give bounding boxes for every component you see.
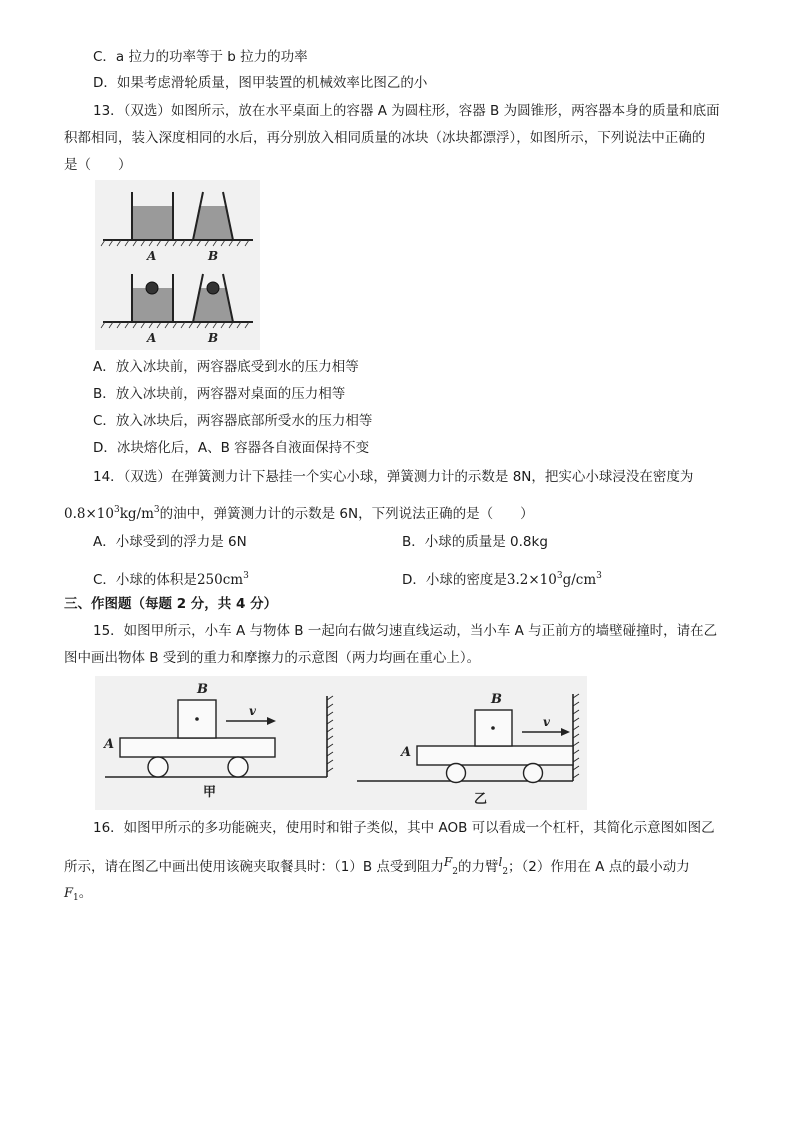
q14-option-d [402,566,602,590]
q14-density-base: 0.8×10 [64,506,114,522]
q12-option-d: D．如果考虑滑轮质量，图甲装置的机械效率比图乙的小 [93,75,428,91]
q16-stem-line3 [64,883,92,908]
q14-option-d-unit-exp: 3 [596,571,602,581]
q13-stem-line2: 积都相同，装入深度相同的水后，再分别放入相同质量的冰块（冰块都漂浮），如图所示，下列说法中正确的 [64,130,706,146]
q13-label-a-bottom: A [147,331,157,345]
q15-yi-label-v: v [543,715,550,729]
q14-option-d-value: 3.2×10 [506,572,557,588]
q16-f1-symbol: F [64,886,74,901]
q14-option-a: A．小球受到的浮力是 6N [93,534,247,550]
q12-option-c: C．a 拉力的功率等于 b 拉力的功率 [93,49,308,65]
q13-stem-line3: 是（ ） [64,157,132,173]
q15-cart-figure [95,676,587,810]
q16-stem-part-c: ；（2）作用在 A 点的最小动力 [508,859,690,875]
q15-yi-label-a: A [401,745,412,760]
q13-option-a: A．放入冰块前，两容器底受到水的压力相等 [93,359,359,375]
q14-option-c-exp: 3 [243,571,249,581]
q14-option-d-label: D．小球的密度是 [402,572,507,588]
q14-option-c-value: 250cm [196,572,244,588]
q13-label-a-top: A [147,249,157,263]
q14-stem-line2 [64,500,534,524]
q14-density-unit-exp: 3 [153,505,160,515]
q16-stem-line1: 16．如图甲所示的多功能碗夹，使用时和钳子类似，其中 AOB 可以看成一个杠杆，其简化示意图如图乙 [93,820,715,836]
q13-label-b-top: B [208,249,219,263]
q16-stem-part-b: 的力臂 [457,859,499,875]
q14-option-d-unit: g/cm [562,572,597,588]
q14-option-b: B．小球的质量是 0.8kg [402,534,548,550]
q15-jia-label-b: B [197,682,208,697]
q15-yi-label-b: B [491,692,502,707]
q15-caption-yi: 乙 [474,792,488,807]
q13-container-figure [95,180,260,350]
q14-option-c [93,566,249,590]
q15-stem-line2: 图中画出物体 B 受到的重力和摩擦力的示意图（两力均画在重心上）。 [64,650,481,666]
q14-stem-line2-rest: 的油中，弹簧测力计的示数是 6N，下列说法正确的是（ ） [159,506,534,522]
q13-option-c: C．放入冰块后，两容器底部所受水的压力相等 [93,413,373,429]
q16-f2-subscript: 2 [452,867,458,877]
q13-option-b: B．放入冰块前，两容器对桌面的压力相等 [93,386,346,402]
q15-caption-jia: 甲 [203,785,217,800]
q16-l2-symbol: l [498,855,503,869]
q16-l2-subscript: 2 [502,867,509,877]
q16-stem-part-a: 所示，请在图乙中画出使用该碗夹取餐具时：（1）B 点受到阻力 [64,859,444,875]
q15-jia-label-v: v [249,704,256,718]
q16-f2-symbol: F [443,855,453,869]
q14-option-d-exp: 3 [556,571,563,581]
q13-stem-line1: 13．（双选）如图所示，放在水平桌面上的容器 A 为圆柱形，容器 B 为圆锥形，两容器本身的质量和底面 [93,103,720,119]
q14-option-c-label: C．小球的体积是 [93,572,197,588]
q13-label-b-bottom: B [208,331,219,345]
q14-density-unit: kg/m [119,506,154,522]
q14-density-exp: 3 [113,505,120,515]
q16-f1-subscript: 1 [73,893,79,903]
q16-end-mark: 。 [78,885,93,901]
q13-option-d: D．冰块熔化后，A、B 容器各自液面保持不变 [93,440,370,456]
q15-stem-line1: 15．如图甲所示，小车 A 与物体 B 一起向右做匀速直线运动，当小车 A 与正前方的墙壁碰撞时，请在乙 [93,623,718,639]
q14-stem-line1: 14．（双选）在弹簧测力计下悬挂一个实心小球，弹簧测力计的示数是 8N，把实心小球浸没在密度为 [93,469,694,485]
q16-stem-line2 [64,852,690,882]
q15-jia-label-a: A [104,737,115,752]
section-3-title: 三、作图题（每题 2 分，共 4 分） [64,596,278,612]
